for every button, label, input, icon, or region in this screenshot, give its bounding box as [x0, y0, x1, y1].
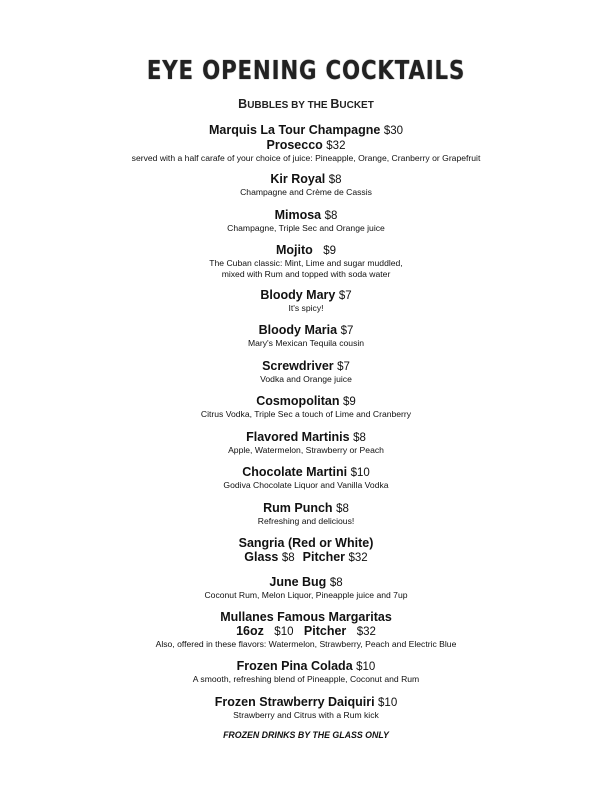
menu-item-mimosa: Mimosa $8 Champagne, Triple Sec and Orange juice [227, 208, 385, 233]
menu-item-rum-punch: Rum Punch $8 Refreshing and delicious! [257, 501, 355, 526]
menu-item-pina-colada: Frozen Pina Colada $10 A smooth, refreshing blend of Pineapple, Coconut and Rum [192, 659, 420, 684]
menu-item-chocolate-martini: Chocolate Martini $10 Godiva Chocolate Liquor and Vanilla Vodka [223, 465, 389, 490]
menu-item-strawberry-daiquiri: Frozen Strawberry Daiquiri $10 Strawberry and Citrus with a Rum kick [214, 695, 398, 720]
footer-note: FROZEN DRINKS BY THE GLASS ONLY [223, 730, 389, 740]
menu-item-screwdriver: Screwdriver $7 Vodka and Orange juice [260, 359, 352, 384]
menu-item-kir-royal: Kir Royal $8 Champagne and Crème de Cassis [240, 172, 372, 197]
menu-item-sangria: Sangria (Red or White) Glass $8 Pitcher $32 [238, 536, 374, 564]
menu-item-margaritas: Mullanes Famous Margaritas 16oz $10 Pitcher $32 Also, offered in these flavors: Watermelon, Strawberry, Peach and Electric Blue [155, 610, 457, 649]
menu-item-cosmopolitan: Cosmopolitan $9 Citrus Vodka, Triple Sec a touch of Lime and Cranberry [200, 394, 412, 419]
menu-item-champagne: Marquis La Tour Champagne $30 Prosecco $32 served with a half carafe of your choice of juice: Pineapple, Orange, Cranberry or Grapefruit [131, 123, 481, 163]
menu-item-june-bug: June Bug $8 Coconut Rum, Melon Liquor, Pineapple juice and 7up [204, 575, 408, 600]
menu-item-bloody-mary: Bloody Mary $7 It's spicy! [260, 288, 352, 313]
menu-item-bloody-maria: Bloody Maria $7 Mary's Mexican Tequila cousin [247, 323, 365, 348]
menu-title: EYE OPENING COCKTAILS [146, 56, 466, 86]
menu-item-flavored-martinis: Flavored Martinis $8 Apple, Watermelon, Strawberry or Peach [228, 430, 384, 455]
section-subtitle: BUBBLES BY THE BUCKET [238, 97, 374, 111]
menu-item-mojito: Mojito $9 The Cuban classic: Mint, Lime and sugar muddled, mixed with Rum and topped with soda water [209, 243, 403, 279]
